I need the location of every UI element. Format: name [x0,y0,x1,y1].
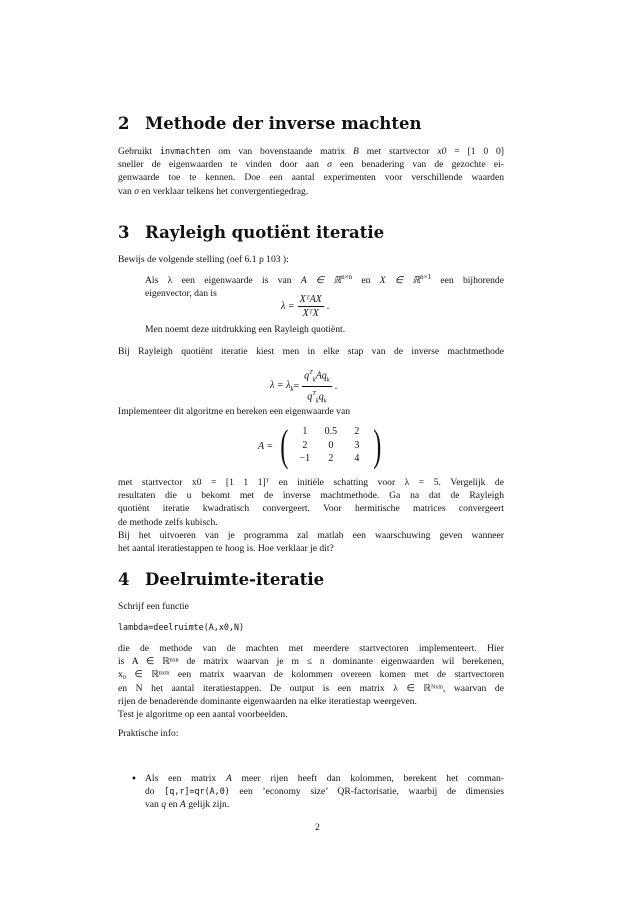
theorem-note: Men noemt deze uitdrukking een Rayleigh quotiënt. [145,324,346,335]
section-number: 3 [118,223,130,242]
text-line: Gebruikt invmachten om van bovenstaande matrix B met startvector x0 = [1 0 0] [118,146,504,157]
matrix-cell: 2 [302,439,308,451]
matrix-cell: 4 [354,453,360,465]
text-line: met startvector x0 = [1 1 1]ᵀ en initiële schatting voor λ = 5. Vergelijk de [118,477,504,488]
text-line: Als λ een eigenwaarde is van A ∈ ℝ$^{n\times n}$ en X ∈ ℝ$^{n\times 1}$ een bijhorende [145,273,504,287]
function-signature [118,621,504,634]
text-line: resultaten die u bekomt met de inverse machtmethode. Ga na dat de Rayleigh [118,490,504,502]
text-line: genwaarde toe te kennen. Doe een aantal experimenten voor verschillende waarden [118,172,504,184]
section-4-intro: Schrijf een functie [118,601,189,612]
matrix-cell: 3 [354,439,360,451]
text-line: do [q,r]=qr(A,0) een ’economy size’ QR-factorisatie, waarbij de dimensies [145,786,504,798]
iteration-equation: $\lambda = \lambda_k$ = $\frac{q^T_kAq_k}{q^T_kq_k}$ . [270,369,338,405]
section-number: 2 [118,114,130,133]
text-line: de methode zelfs kubisch. [118,516,218,528]
text-line: is A ∈ ℝⁿˣⁿ de matrix waarvan je m ≤ n dominante eigenwaarden wil berekenen, [118,656,504,668]
section-number: 4 [118,570,130,589]
implement-text: Implementeer dit algoritme en bereken een eigenwaarde van [118,406,351,417]
text-line: Als een matrix A meer rijen heeft dan kolommen, berekent het comman- [145,773,504,784]
code-line: lambda=deelruimte(A,x0,N) [118,622,245,632]
matrix-cell: −1 [299,453,311,465]
text-line: Bij het uitvoeren van je programma zal matlab een waarschuwing geven wanneer [118,529,504,541]
bullet-marker: • [131,774,137,785]
text-line: Test je algoritme op een aantal voorbeelden. [118,709,288,721]
text-line: sneller de eigenwaarden te vinden door aan σ een benadering van de gezochte ei- [118,159,505,171]
inline-code: invmachten [159,146,211,156]
text-line: van q en A gelijk zijn. [145,799,230,811]
section-4-heading [118,570,518,589]
iteration-text: Bij Rayleigh quotiënt iteratie kiest men in elke stap van de inverse machtmethode [118,346,504,357]
inline-code: [q,r]=qr(A,0) [164,786,230,797]
matrix-cell: 1 [302,426,308,438]
text-line: het aantal iteratiestappen te hoog is. Hoe verklaar je dit? [118,543,334,555]
section-title: Rayleigh quotiënt iteratie [145,223,385,242]
section-2-paragraph [118,145,504,198]
text-line: eigenvector, dan is [145,288,217,300]
page-number: 2 [315,822,320,833]
section-2-heading [118,114,518,133]
matrix-cell: 0.5 [324,426,338,438]
text-line: rijen de benaderende dominante eigenwaarden na elke iteratiestap weergeven. [118,695,417,707]
matrix-cell: 2 [354,426,360,438]
matrix-cell: 2 [328,453,334,465]
text-line: die de methode van de machten met meerdere startvectoren implementeert. Hier [118,643,504,654]
matrix-cell: 0 [328,439,334,451]
section-4-paragraph [118,642,504,721]
text-line: en N het aantal iteratiestappen. De output is een matrix λ ∈ ℝᴺˣᵐ, waarvan de [118,682,504,694]
section-3-intro: Bewijs de volgende stelling (oef 6.1 p 103 ): [118,254,289,265]
practical-info-label: Praktische info: [118,728,179,739]
bullet-item [145,772,504,812]
text-line: x₀ ∈ ℝⁿˣᵐ een matrix waarvan de kolommen overeen komen met de startvectoren [118,669,504,681]
section-title: Deelruimte-iteratie [145,570,325,589]
text-line: van σ en verklaar telkens het convergentiegedrag. [118,185,309,197]
section-3-paragraph [118,476,504,555]
matrix-A: ( 1 0.5 2 2 0 3 −1 2 4 ) [280,421,382,470]
rayleigh-equation: λ = $\frac{\text{XᵀAX}}{\text{XᵀX}}$ . [281,294,330,319]
section-3-heading [118,223,518,242]
matrix-equation: A = ( 1 0.5 2 2 0 3 −1 2 4 ) [258,424,385,468]
text-line: quotiënt iteratie kwadratisch convergeert. Voor hermitische matrices convergeert [118,503,504,515]
section-title: Methode der inverse machten [145,114,422,133]
